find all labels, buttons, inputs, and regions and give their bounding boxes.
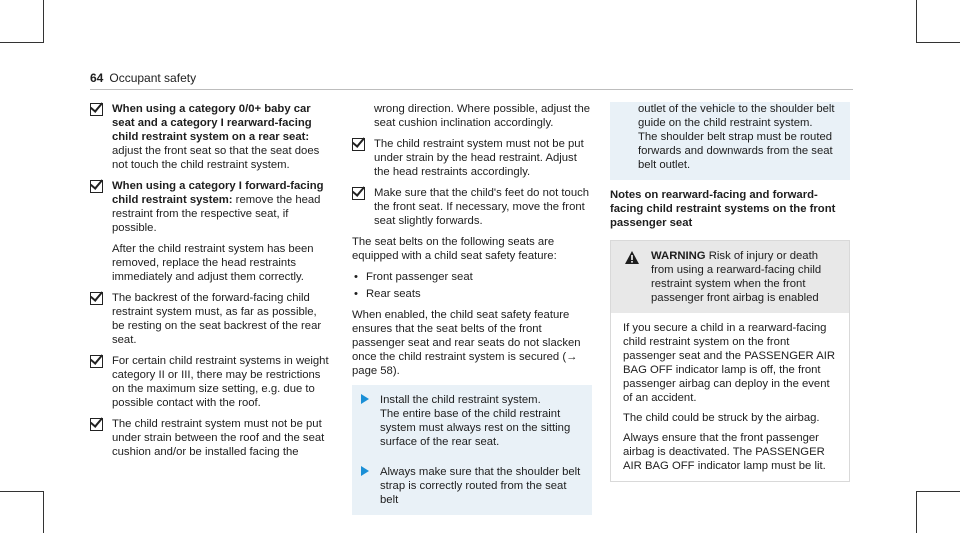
- checkmark-icon: [90, 418, 103, 431]
- checkmark-icon: [90, 292, 103, 305]
- section-title: Occupant safety: [109, 71, 197, 85]
- arrow-right-icon: [361, 466, 369, 476]
- checkmark-icon: [90, 355, 103, 368]
- bullet-item: • Front passenger seat: [352, 270, 592, 284]
- page-number: 64: [90, 71, 104, 85]
- checklist-item: [90, 179, 330, 284]
- instruction-step: [352, 385, 592, 457]
- instruction-block: [352, 385, 592, 515]
- checkmark-icon: [352, 187, 365, 200]
- crop-mark: [916, 491, 917, 533]
- step-text: Always make sure that the shoulder belt strap is correctly routed from the seat belt: [380, 466, 581, 506]
- checklist-item: [352, 186, 592, 228]
- crop-mark: [0, 491, 44, 492]
- checkmark-icon: [352, 138, 365, 151]
- checkmark-icon: [90, 103, 103, 116]
- page-header: [90, 71, 196, 85]
- instruction-continued: [610, 102, 850, 180]
- item-text: adjust the front seat so that the seat does not touch the child restraint system.: [112, 145, 320, 171]
- checklist-item: [352, 137, 592, 179]
- intro-text: The seat belts on the following seats are equipped with a child seat safety feature:: [352, 236, 557, 262]
- item-text: The child restraint system must not be put under strain between the roof and the seat cushion and/or be installed facing the: [112, 418, 325, 458]
- paragraph: When enabled, the child seat safety feature ensures that the seat belts of the front passenger seat and rear seats do not slacken once the child restraint system is secured (→ page 58).: [352, 309, 581, 377]
- warning-paragraph: Always ensure that the front passenger airbag is deactivated. The PASSENGER AIR BAG OFF indicator lamp must be lit.: [623, 432, 826, 472]
- warning-box: [610, 240, 850, 482]
- column-2: [352, 102, 592, 515]
- item-heading: When using a category I forward-facing child restraint system:: [112, 180, 324, 206]
- header-rule: [90, 89, 853, 90]
- item-text: For certain child restraint systems in weight category II or III, there may be restrictions on the maximum size setting, e.g. due to possible contact with the roof.: [112, 355, 329, 409]
- bullet-item: • Rear seats: [352, 287, 592, 301]
- crop-mark: [43, 491, 44, 533]
- warning-icon: [625, 251, 639, 264]
- crop-mark: [916, 42, 960, 43]
- warning-body: [611, 313, 849, 481]
- warning-summary: Risk of injury or death from using a rearward-facing child restraint system when the front passenger front airbag is enabled: [651, 250, 822, 304]
- warning-paragraph: The child could be struck by the airbag.: [623, 412, 820, 424]
- crop-mark: [43, 0, 44, 42]
- column-3: [610, 102, 850, 482]
- step-detail: The entire base of the child restraint system must always rest on the sitting surface of the rear seat.: [380, 408, 571, 448]
- checklist-item: [90, 102, 330, 172]
- column-1: [90, 102, 330, 466]
- warning-label: WARNING: [651, 250, 706, 262]
- checklist-item: [90, 417, 330, 459]
- continued-text: wrong direction. Where possible, adjust the seat cushion inclination accordingly.: [374, 103, 591, 129]
- crop-mark: [916, 491, 960, 492]
- item-text: remove the head restraint from the respective seat, if possible.: [112, 194, 321, 234]
- section-heading: Notes on rearward-facing and forward-facing child restraint systems on the front passenger seat: [610, 189, 836, 229]
- item-text: Make sure that the child's feet do not touch the front seat. If necessary, move the front seat slightly forwards.: [374, 187, 590, 227]
- checklist-item: [90, 354, 330, 410]
- item-text: The child restraint system must not be put under strain by the head restraint. Adjust the head restraints accordingly.: [374, 138, 584, 178]
- item-heading: When using a category 0/0+ baby car seat and a category I rearward-facing child restraint system on a rear seat:: [112, 103, 312, 143]
- checklist-item: [90, 291, 330, 347]
- step-detail: The shoulder belt strap must be routed forwards and downwards from the seat belt outlet.: [638, 131, 833, 171]
- item-text: The backrest of the forward-facing child restraint system must, as far as possible, be resting on the seat backrest of the rear seat.: [112, 292, 322, 346]
- checkmark-icon: [90, 180, 103, 193]
- step-text: outlet of the vehicle to the shoulder belt guide on the child restraint system.: [638, 103, 835, 129]
- step-text: Install the child restraint system.: [380, 394, 541, 406]
- instruction-step: [352, 457, 592, 515]
- warning-paragraph: If you secure a child in a rearward-facing child restraint system on the front passenger seat and the PASSENGER AIR BAG OFF indicator lamp is off, the front passenger airbag can deploy in the event of an accident.: [623, 322, 836, 404]
- crop-mark: [916, 0, 917, 42]
- warning-header: [611, 241, 849, 313]
- crop-mark: [0, 42, 44, 43]
- item-note: After the child restraint system has been removed, replace the head restraints immediately and adjust them correctly.: [112, 243, 314, 283]
- arrow-right-icon: [361, 394, 369, 404]
